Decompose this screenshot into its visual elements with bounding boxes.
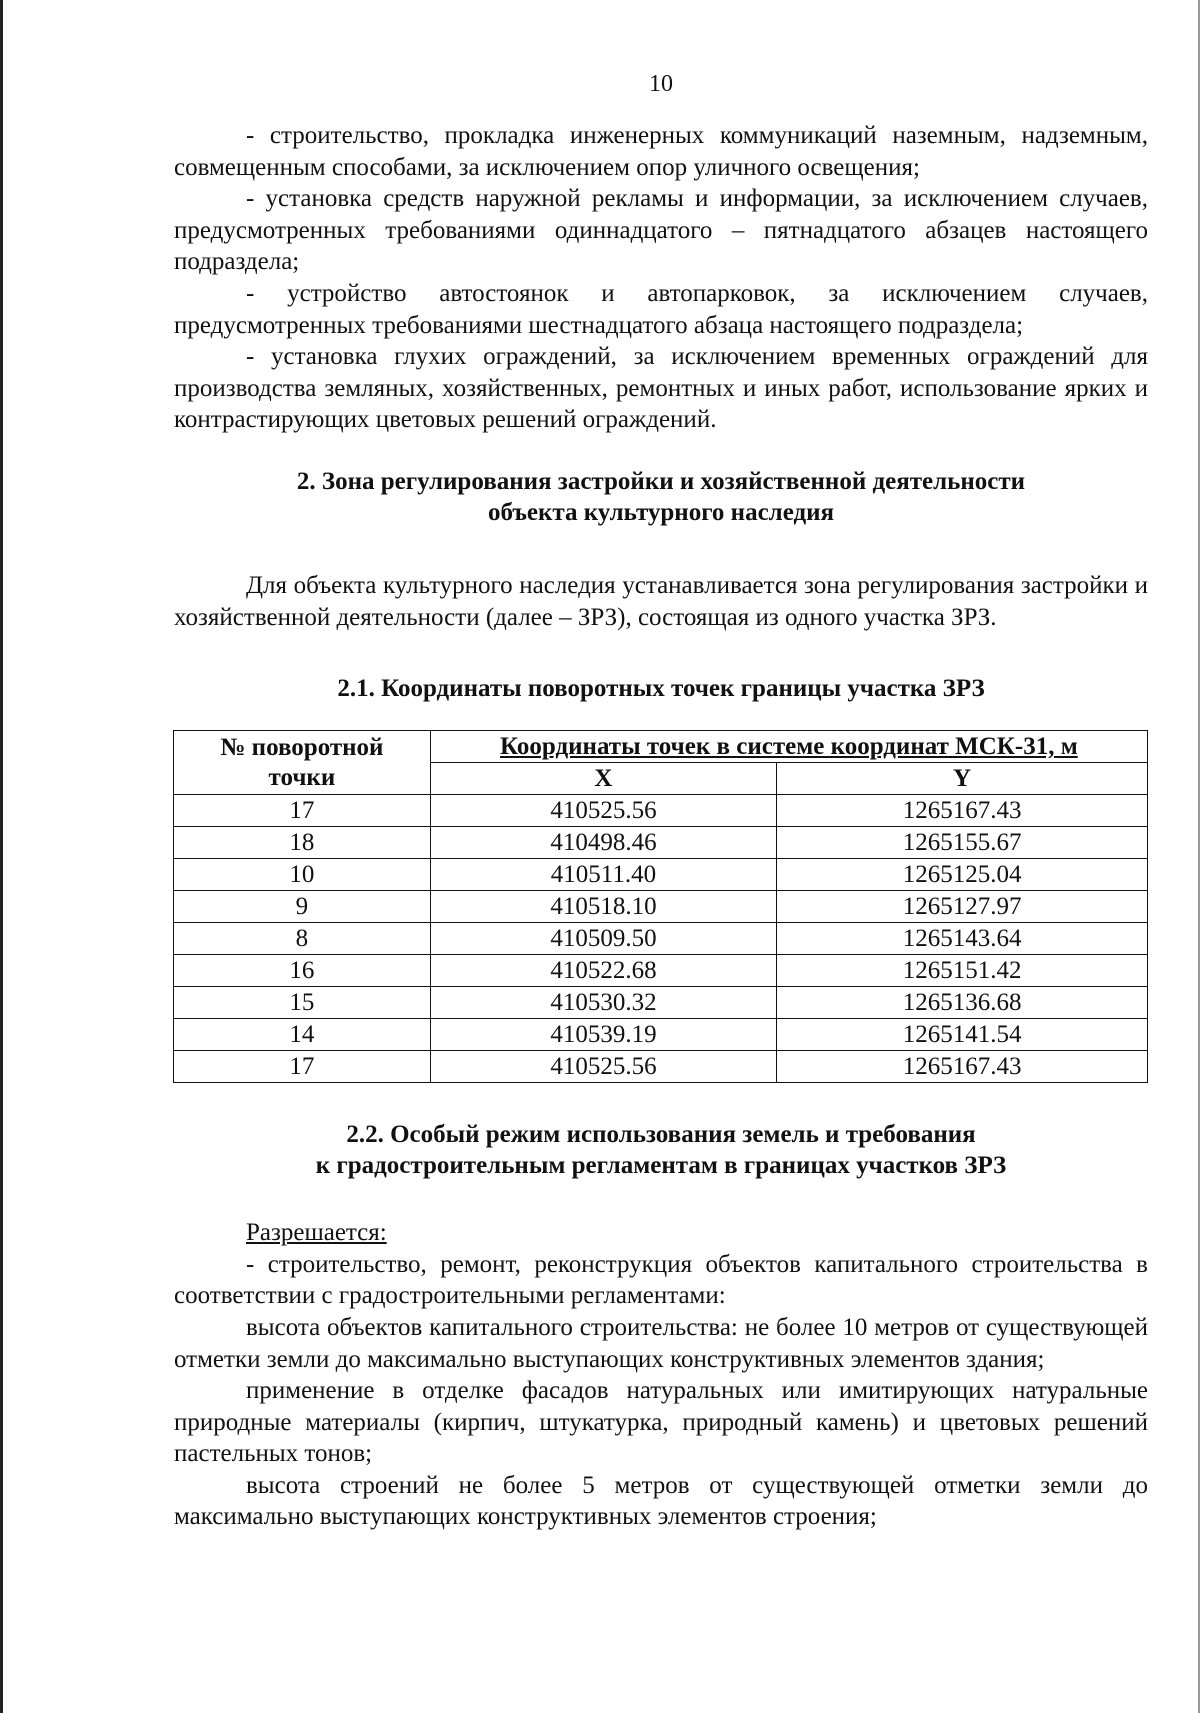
cell-y: 1265167.43: [777, 1051, 1148, 1083]
allowed-label-paragraph: [174, 1217, 1148, 1249]
table-row: [174, 955, 1148, 987]
table-row: [174, 891, 1148, 923]
allowed-item: высота объектов капитального строительства: не более 10 метров от существующей отметки земли до максимально выступающих конструктивных элементов здания;: [174, 1313, 1148, 1373]
header-y: Y: [777, 763, 1148, 795]
table-row: [174, 987, 1148, 1019]
section-2-title-line2: объекта культурного наследия: [487, 498, 835, 526]
scan-edge-left: [0, 0, 3, 1713]
cell-x: 410498.46: [430, 827, 776, 859]
cell-y: 1265167.43: [777, 795, 1148, 827]
allowed-item: применение в отделке фасадов натуральных или имитирующих натуральные природные материалы (кирпич, штукатурка, природный камень) и цветовых решений пастельных тонов;: [174, 1377, 1148, 1468]
cell-y: 1265151.42: [777, 955, 1148, 987]
cell-point: 10: [174, 859, 431, 891]
header-point-number: № поворотной точки: [174, 731, 431, 795]
allowed-label: Разрешается:: [246, 1219, 387, 1247]
cell-point: 17: [174, 1051, 431, 1083]
header-x: X: [430, 763, 776, 795]
cell-point: 9: [174, 891, 431, 923]
document-page: [174, 70, 1148, 1533]
section-2-paragraph: Для объекта культурного наследия устанавливается зона регулирования застройки и хозяйственной деятельности (далее – ЗРЗ), состоящая из одного участка ЗРЗ.: [174, 571, 1148, 631]
cell-y: 1265155.67: [777, 827, 1148, 859]
header-coordinates: [430, 731, 1147, 763]
cell-point: 17: [174, 795, 431, 827]
cell-x: 410522.68: [430, 955, 776, 987]
cell-y: 1265136.68: [777, 987, 1148, 1019]
cell-y: 1265127.97: [777, 891, 1148, 923]
table-row: [174, 795, 1148, 827]
section-2-2-title-line1: 2.2. Особый режим использования земель и требования: [346, 1121, 976, 1149]
table-row: [174, 923, 1148, 955]
cell-point: 14: [174, 1019, 431, 1051]
cell-y: 1265143.64: [777, 923, 1148, 955]
cell-point: 8: [174, 923, 431, 955]
table-row: [174, 827, 1148, 859]
section-2-2-title: [174, 1119, 1148, 1181]
cell-x: 410509.50: [430, 923, 776, 955]
cell-y: 1265141.54: [777, 1019, 1148, 1051]
cell-x: 410525.56: [430, 1051, 776, 1083]
header-coordinates-text: Координаты точек в системе координат МСК-31, м: [500, 733, 1078, 761]
intro-item: - устройство автостоянок и автопарковок, за исключением случаев, предусмотренных требованиями шестнадцатого абзаца настоящего подраздела;: [174, 279, 1148, 339]
allowed-item: - строительство, ремонт, реконструкция объектов капитального строительства в соответствии с градостроительными регламентами:: [174, 1250, 1148, 1310]
cell-x: 410511.40: [430, 859, 776, 891]
cell-y: 1265125.04: [777, 859, 1148, 891]
intro-list: [174, 120, 1148, 436]
section-2-2-title-line2: к градостроительным регламентам в границах участков ЗРЗ: [315, 1152, 1007, 1180]
cell-x: 410525.56: [430, 795, 776, 827]
section-2-title-line1: 2. Зона регулирования застройки и хозяйственной деятельности: [296, 467, 1026, 495]
cell-x: 410518.10: [430, 891, 776, 923]
page-number: 10: [649, 71, 673, 97]
cell-point: 18: [174, 827, 431, 859]
table-row: [174, 1051, 1148, 1083]
coordinates-table: [173, 730, 1148, 1083]
section-2-1-title: 2.1. Координаты поворотных точек границы участка ЗРЗ: [337, 675, 985, 703]
intro-item: - строительство, прокладка инженерных коммуникаций наземным, надземным, совмещенным способами, за исключением опор уличного освещения;: [174, 122, 1148, 181]
allowed-item: высота строений не более 5 метров от существующей отметки земли до максимально выступающих конструктивных элементов строения;: [174, 1471, 1148, 1531]
table-row: [174, 859, 1148, 891]
table-row: [174, 1019, 1148, 1051]
table-header-row: [174, 731, 1148, 763]
cell-point: 15: [174, 987, 431, 1019]
cell-x: 410530.32: [430, 987, 776, 1019]
intro-item: - установка средств наружной рекламы и информации, за исключением случаев, предусмотренных требованиями одиннадцатого – пятнадцатого абзацев настоящего подраздела;: [174, 185, 1148, 276]
section-2-title: [174, 466, 1148, 528]
cell-point: 16: [174, 955, 431, 987]
cell-x: 410539.19: [430, 1019, 776, 1051]
intro-item: - установка глухих ограждений, за исключением временных ограждений для производства земляных, хозяйственных, ремонтных и иных работ, использование ярких и контрастирующих цветовых решений ограждений.: [174, 343, 1148, 434]
